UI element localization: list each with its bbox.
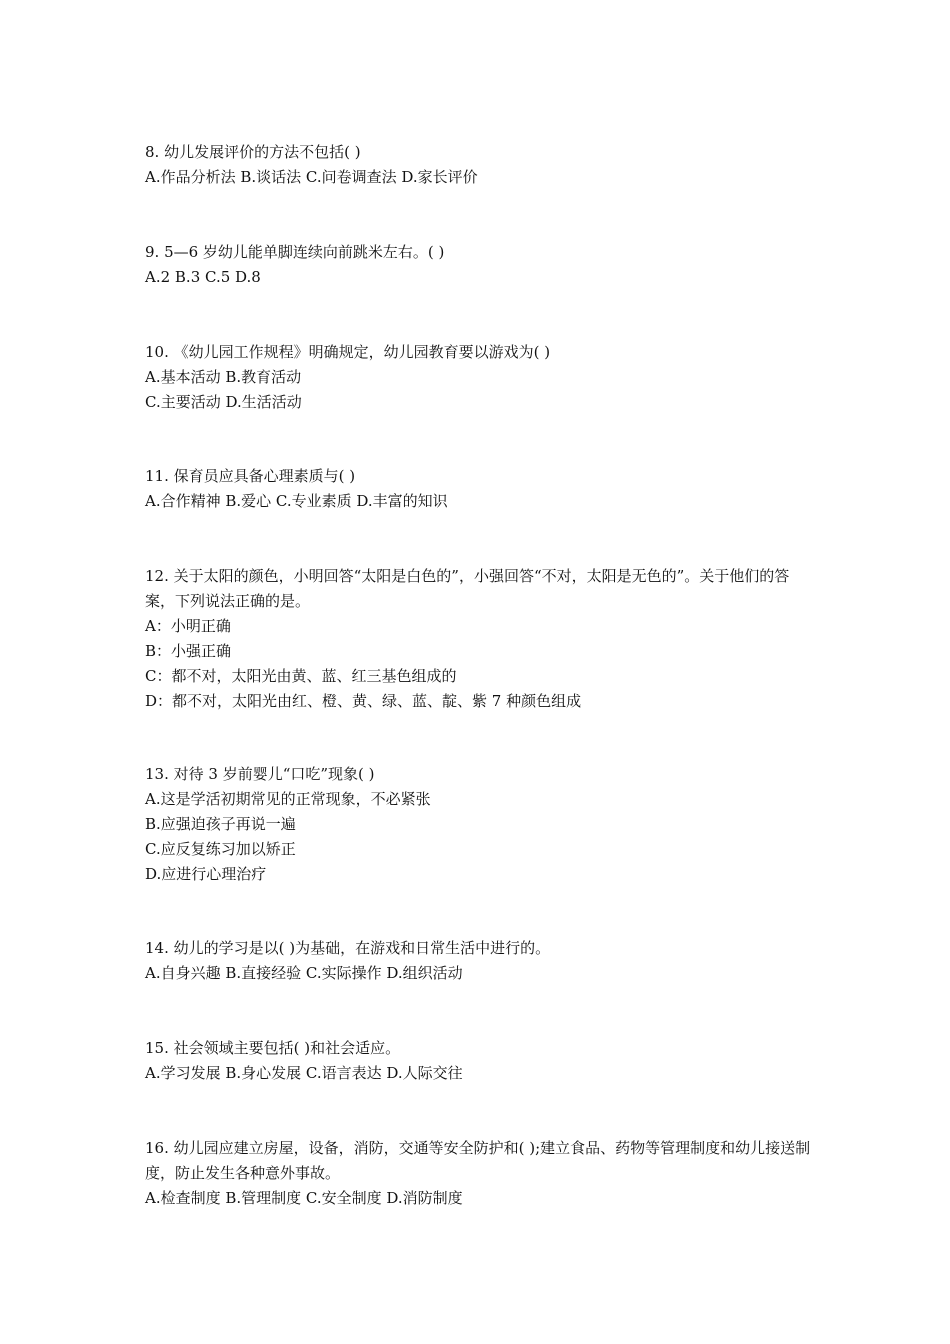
question-8 bbox=[145, 140, 815, 190]
question-stem: 10. 《幼儿园工作规程》明确规定，幼儿园教育要以游戏为( ) bbox=[145, 343, 551, 361]
question-9 bbox=[145, 240, 815, 290]
question-14 bbox=[145, 936, 815, 986]
question-stem: 11. 保育员应具备心理素质与( ) bbox=[145, 467, 356, 485]
question-option-c: C：都不对，太阳光由黄、蓝、红三基色组成的 bbox=[145, 667, 457, 685]
question-stem: 8. 幼儿发展评价的方法不包括( ) bbox=[145, 143, 361, 161]
question-option-d: D.应进行心理治疗 bbox=[145, 865, 267, 883]
question-option-a: A：小明正确 bbox=[145, 617, 231, 635]
question-11 bbox=[145, 464, 815, 514]
question-10 bbox=[145, 340, 815, 415]
question-12 bbox=[145, 564, 815, 714]
question-15 bbox=[145, 1036, 815, 1086]
question-stem: 12. 关于太阳的颜色，小明回答“太阳是白色的”，小强回答“不对，太阳是无色的”。关于他们的答案，下列说法正确的是。 bbox=[145, 567, 790, 610]
question-option-b: B.应强迫孩子再说一遍 bbox=[145, 815, 296, 833]
question-13 bbox=[145, 762, 815, 887]
question-options: A.2 B.3 C.5 D.8 bbox=[145, 268, 261, 286]
question-stem: 13. 对待 3 岁前婴儿“口吃”现象( ) bbox=[145, 765, 375, 783]
question-stem: 9. 5—6 岁幼儿能单脚连续向前跳米左右。( ) bbox=[145, 243, 445, 261]
question-options: A.作品分析法 B.谈话法 C.问卷调查法 D.家长评价 bbox=[145, 168, 478, 186]
question-option-b: B：小强正确 bbox=[145, 642, 232, 660]
question-stem: 15. 社会领域主要包括( )和社会适应。 bbox=[145, 1039, 401, 1057]
question-options: A.合作精神 B.爱心 C.专业素质 D.丰富的知识 bbox=[145, 492, 448, 510]
question-options: A.检查制度 B.管理制度 C.安全制度 D.消防制度 bbox=[145, 1189, 463, 1207]
question-option-c: C.应反复练习加以矫正 bbox=[145, 840, 296, 858]
question-options: A.学习发展 B.身心发展 C.语言表达 D.人际交往 bbox=[145, 1064, 463, 1082]
question-option-line: C.主要活动 D.生活活动 bbox=[145, 393, 302, 411]
question-option-d: D：都不对，太阳光由红、橙、黄、绿、蓝、靛、紫 7 种颜色组成 bbox=[145, 692, 582, 710]
question-stem: 14. 幼儿的学习是以( )为基础，在游戏和日常生活中进行的。 bbox=[145, 939, 551, 957]
question-16 bbox=[145, 1136, 815, 1211]
question-stem: 16. 幼儿园应建立房屋，设备，消防，交通等安全防护和( );建立食品、药物等管理制度和幼儿接送制度，防止发生各种意外事故。 bbox=[145, 1139, 811, 1182]
question-option-a: A.这是学活初期常见的正常现象，不必紧张 bbox=[145, 790, 431, 808]
question-options: A.自身兴趣 B.直接经验 C.实际操作 D.组织活动 bbox=[145, 964, 463, 982]
question-option-line: A.基本活动 B.教育活动 bbox=[145, 368, 302, 386]
